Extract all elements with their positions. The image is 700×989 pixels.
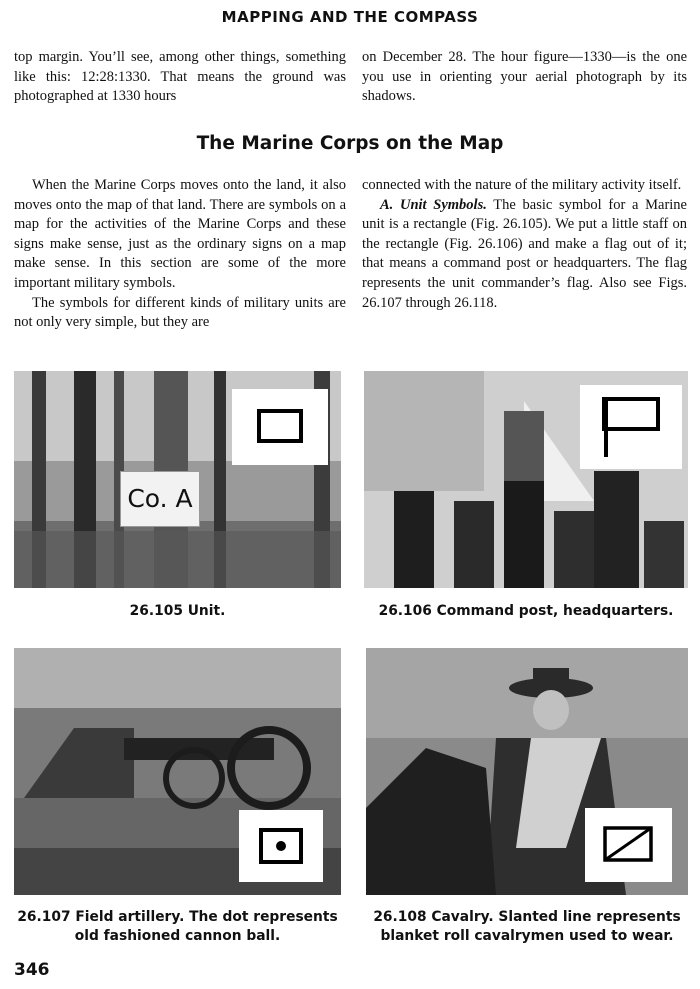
- top-paragraph-left: top margin. You’ll see, among other things, something like this: 12:28:1330. That means the ground was photographed at 1330 hours: [14, 49, 346, 105]
- rectangle-dot-symbol-icon: [239, 810, 323, 882]
- section-paragraph-3: connected with the nature of the military activity itself.: [362, 177, 682, 193]
- running-head: MAPPING AND THE COMPASS: [221, 8, 479, 26]
- cavalry-symbol: [585, 808, 672, 882]
- figure-command-post-photo: [364, 371, 688, 588]
- caption-command-post: 26.106 Command post, headquarters.: [378, 603, 674, 619]
- rectangle-diagonal-symbol-icon: [585, 808, 672, 882]
- figure-field-artillery-photo: [14, 648, 341, 895]
- unit-symbols-paragraph: [362, 196, 687, 314]
- caption-cavalry: [362, 908, 692, 946]
- top-paragraph-right: on December 28. The hour figure—1330—is the one you use in orienting your aerial photograph by its shadows.: [362, 49, 687, 105]
- unit-symbols-subhead: A. Unit Symbols.: [380, 196, 487, 213]
- section-paragraph-2: The symbols for different kinds of military units are not only very simple, but they are: [14, 294, 346, 331]
- unit-symbol: [232, 389, 328, 465]
- flag-symbol-icon: [580, 385, 682, 469]
- section-paragraph-1: When the Marine Corps moves onto the land, it also moves onto the map of that land. There are symbols on a map for the activities of the Marine Corps and these signs make sense, just as the ordinary signs on a map make sense. In this section are some of the more important military symbols.: [14, 177, 346, 291]
- rectangle-symbol-icon: [232, 389, 328, 465]
- page-number: 346: [14, 960, 50, 980]
- company-sign: Co. A: [120, 471, 200, 527]
- figure-unit-photo: [14, 371, 341, 588]
- caption-field-artillery-line-1: 26.107 Field artillery. The dot represents: [17, 909, 338, 925]
- section-left-column: [14, 176, 346, 333]
- section-right-column: [362, 176, 687, 313]
- headquarters-symbol: [580, 385, 682, 469]
- field-artillery-symbol: [239, 810, 323, 882]
- caption-field-artillery-line-2: old fashioned cannon ball.: [74, 928, 281, 944]
- section-title: The Marine Corps on the Map: [196, 133, 504, 154]
- figure-cavalry-photo: [366, 648, 688, 895]
- caption-unit: 26.105 Unit.: [129, 603, 226, 619]
- caption-cavalry-line-1: 26.108 Cavalry. Slanted line represents: [373, 909, 681, 925]
- caption-field-artillery: [14, 908, 341, 946]
- caption-cavalry-line-2: blanket roll cavalrymen used to wear.: [380, 928, 674, 944]
- unit-symbols-text: The basic symbol for a Marine unit is a rectangle (Fig. 26.105). We put a little staff on the rectangle (Fig. 26.106) and make a flag out of it; that means a command post or headquarters. The flag represents the unit commander’s flag. Also see Figs. 26.107 through 26.118.: [362, 196, 687, 311]
- top-text-right: [362, 48, 687, 107]
- top-text-left: [14, 48, 346, 107]
